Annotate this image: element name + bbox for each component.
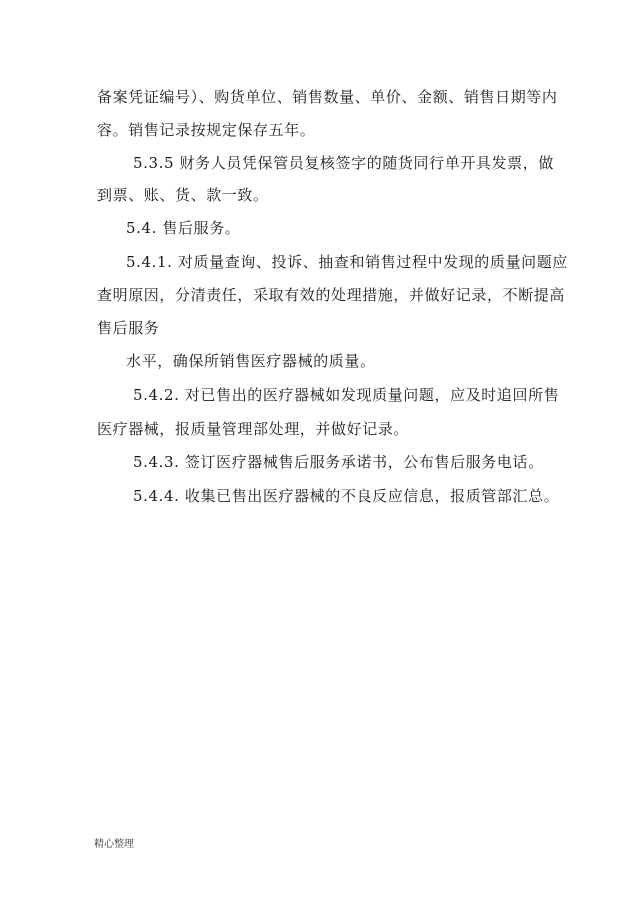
text-line: 5.4.4. 收集已售出医疗器械的不良反应信息，报质管部汇总。 bbox=[133, 487, 560, 505]
text-line: 到票、账、货、款一致。 bbox=[97, 186, 269, 204]
page-footer: 精心整理 bbox=[94, 839, 134, 850]
text-line: 5.4.2. 对已售出的医疗器械如发现质量问题，应及时追回所售 bbox=[133, 386, 560, 404]
text-line: 售后服务 bbox=[97, 319, 160, 337]
text-line: 查明原因，分清责任，采取有效的处理措施，并做好记录，不断提高 bbox=[97, 286, 566, 304]
text-line: 备案凭证编号）、购货单位、销售数量、单价、金额、销售日期等内 bbox=[97, 88, 558, 106]
text-line: 5.3.5 财务人员凭保管员复核签字的随货同行单开具发票，做 bbox=[133, 154, 554, 172]
text-line: 5.4.3. 签订医疗器械售后服务承诺书，公布售后服务电话。 bbox=[133, 453, 544, 471]
text-line: 5.4.1. 对质量查询、投诉、抽查和销售过程中发现的质量问题应 bbox=[126, 253, 568, 271]
text-line: 5.4. 售后服务。 bbox=[126, 219, 241, 237]
text-line: 水平，确保所销售医疗器械的质量。 bbox=[126, 352, 376, 370]
text-line: 容。销售记录按规定保存五年。 bbox=[97, 121, 316, 139]
text-line: 医疗器械，报质量管理部处理，并做好记录。 bbox=[97, 420, 410, 438]
